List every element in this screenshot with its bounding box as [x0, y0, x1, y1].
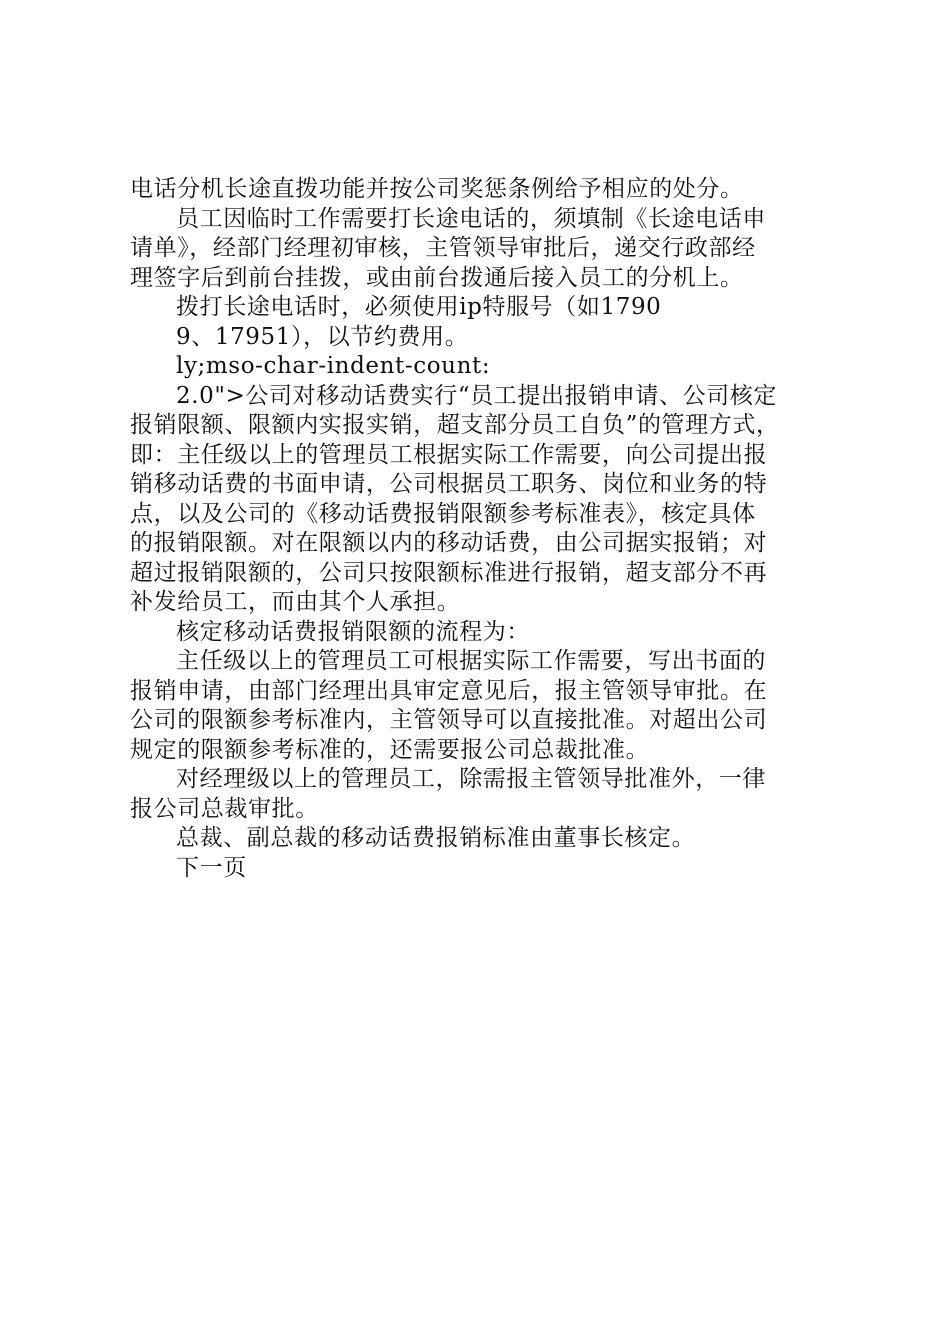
- text-line: 的报销限额。对在限额以内的移动话费，由公司据实报销；对: [130, 530, 768, 556]
- text-line: 报公司总裁审批。: [130, 795, 319, 822]
- text-line: 对经理级以上的管理员工，除需报主管领导批准外，一律: [176, 766, 766, 792]
- text-line: 报销限额、限额内实报实销，超支部分员工自负”的管理方式，: [130, 412, 780, 438]
- paragraph-9: [130, 824, 840, 854]
- paragraph-6: [130, 618, 840, 648]
- paragraph-3: [130, 293, 840, 352]
- paragraph-10: [130, 854, 840, 884]
- paragraph-2: [130, 205, 840, 294]
- paragraph-1: [130, 175, 840, 205]
- next-page-link[interactable]: 下一页: [176, 854, 247, 881]
- text-line: 拨打长途电话时，必须使用ip特服号（如1790: [176, 294, 662, 320]
- text-line: 电话分机长途直拨功能并按公司奖惩条例给予相应的处分。: [130, 176, 744, 202]
- text-line: 请单》，经部门经理初审核，主管领导审批后，递交行政部经: [130, 235, 756, 261]
- text-line: 9、17951），以节约费用。: [176, 323, 469, 350]
- paragraph-7: [130, 647, 840, 765]
- paragraph-8: [130, 765, 840, 824]
- text-line: 公司的限额参考标准内，主管领导可以直接批准。对超出公司: [130, 707, 768, 733]
- text-line: 规定的限额参考标准的，还需要报公司总裁批准。: [130, 736, 650, 763]
- text-line: 超过报销限额的，公司只按限额标准进行报销，超支部分不再: [130, 559, 768, 586]
- text-line: 补发给员工，而由其个人承担。: [130, 589, 461, 615]
- text-line: 点，以及公司的《移动话费报销限额参考标准表》，核定具体: [130, 500, 756, 527]
- paragraph-4: [130, 352, 840, 382]
- text-line: 理签字后到前台挂拨，或由前台拨通后接入员工的分机上。: [130, 264, 744, 291]
- text-line: 核定移动话费报销限额的流程为：: [176, 618, 530, 645]
- text-line: 即：主任级以上的管理员工根据实际工作需要，向公司提出报: [130, 441, 768, 468]
- text-line: 报销申请，由部门经理出具审定意见后，报主管领导审批。在: [130, 677, 768, 704]
- text-line: 2.0">公司对移动话费实行“员工提出报销申请、公司核定: [176, 382, 777, 409]
- text-line: 销移动话费的书面申请，公司根据员工职务、岗位和业务的特: [130, 471, 768, 497]
- text-line: 员工因临时工作需要打长途电话的，须填制《长途电话申: [176, 205, 766, 232]
- document-body: [130, 175, 840, 883]
- text-line: 总裁、副总裁的移动话费报销标准由董事长核定。: [176, 825, 696, 851]
- paragraph-5: [130, 382, 840, 618]
- text-line: ly;mso-char-indent-count:: [176, 353, 491, 379]
- text-line: 主任级以上的管理员工可根据实际工作需要，写出书面的: [176, 648, 766, 674]
